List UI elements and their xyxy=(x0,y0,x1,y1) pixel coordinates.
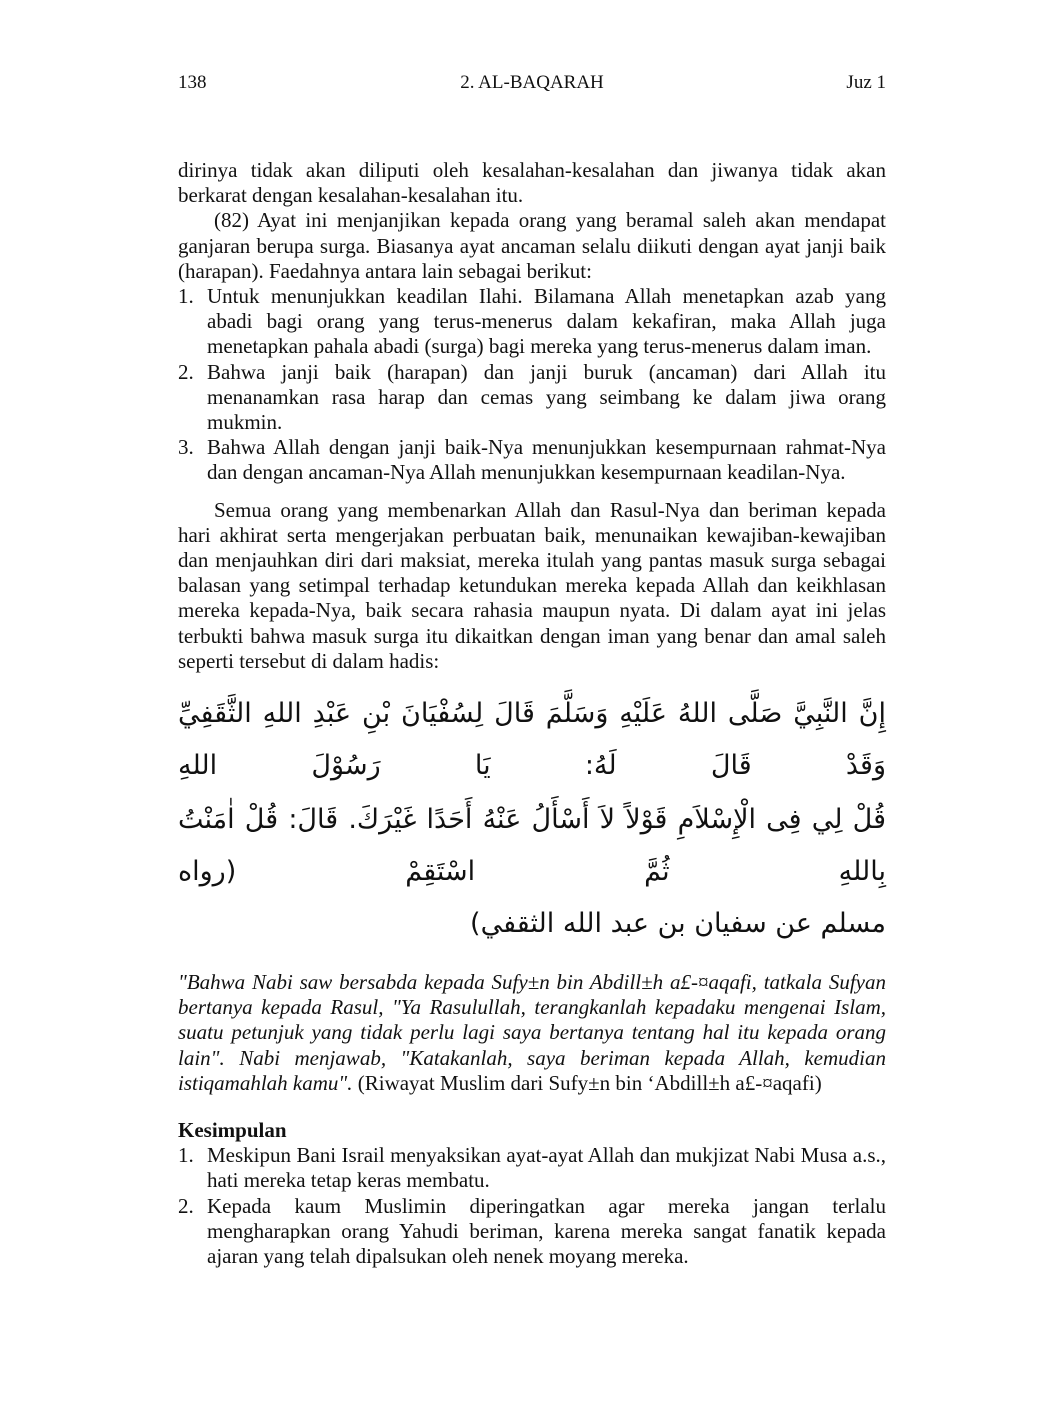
arabic-line: إِنَّ النَّبِيَّ صَلَّى اللهُ عَلَيْهِ وَسَلَّمَ قَالَ لِسُفْيَانَ بْنِ عَبْدِ اللهِ الثَّقَفِيِّ وَقَدْ قَالَ لَهُ: يَا رَسُوْلَ اللهِ xyxy=(178,698,886,782)
page-body xyxy=(178,158,886,1269)
list-number: 2. xyxy=(178,359,194,384)
conclusion-heading: Kesimpulan xyxy=(178,1118,287,1143)
juz-label: Juz 1 xyxy=(846,72,886,93)
list-number: 1. xyxy=(178,284,194,309)
arabic-line: قُلْ لِي فِى الْإِسْلاَمِ قَوْلاً لاَ أَسْأَلُ عَنْهُ أَحَدًا غَيْرَكَ. قَالَ: قُلْ اٰمَنْتُ بِاللهِ ثُمَّ اسْتَقِمْ (رواه xyxy=(178,804,886,888)
list-number: 2. xyxy=(178,1193,194,1218)
list-number: 3. xyxy=(178,435,194,460)
conclusion-list xyxy=(178,1143,886,1269)
numbered-list xyxy=(178,284,886,486)
list-item xyxy=(178,284,886,360)
paragraph: Semua orang yang membenarkan Allah dan Rasul-Nya dan beriman kepada hari akhirat serta mengerjakan perbuatan baik, menunaikan kewajiban-kewajiban dan menjauhkan diri dari maksiat, mereka itulah yang pantas masuk surga sebagai balasan yang setimpal terhadap ketundukan mereka kepada Allah dan keikhlasan mereka kepada-Nya, baik secara rahasia maupun nyata. Di dalam ayat ini jelas terbukti bahwa masuk surga itu dikaitkan dengan iman yang benar dan amal saleh seperti tersebut di dalam hadis: xyxy=(178,497,886,673)
paragraph: dirinya tidak akan diliputi oleh kesalahan-kesalahan dan jiwanya tidak akan berkarat dengan kesalahan-kesalahan itu. xyxy=(178,158,886,208)
list-text: Kepada kaum Muslimin diperingatkan agar mereka jangan terlalu mengharapkan orang Yahudi beriman, karena mereka sangat fanatik kepada ajaran yang telah dipalsukan oleh nenek moyang mereka. xyxy=(207,1193,886,1269)
translation-italic: "Bahwa Nabi saw bersabda kepada Sufy±n bin Abdill±h a£-¤aqafi, tatkala Sufyan bertanya kepada Rasul, "Ya Rasulullah, terangkanlah kepadaku mengenai Islam, suatu petunjuk yang tidak perlu lagi saya bertanya tentang hal itu kepada orang lain". Nabi menjawab, "Katakanlah, saya beriman kepada Allah, kemudian istiqamahlah kamu". xyxy=(178,970,886,1095)
list-text: Bahwa Allah dengan janji baik-Nya menunjukkan kesempurnaan rahmat-Nya dan dengan ancaman-Nya Allah menunjukkan kesempurnaan keadilan-Nya. xyxy=(207,435,886,485)
page-header xyxy=(178,72,886,98)
list-item xyxy=(178,360,886,436)
list-text: Bahwa janji baik (harapan) dan janji buruk (ancaman) dari Allah itu menanamkan rasa harap dan cemas yang seimbang ke dalam jiwa orang mukmin. xyxy=(207,359,886,435)
list-text: Meskipun Bani Israil menyaksikan ayat-ayat Allah dan mukjizat Nabi Musa a.s., hati mereka tetap keras membatu. xyxy=(207,1143,886,1193)
list-item xyxy=(178,435,886,485)
page-number: 138 xyxy=(178,72,207,93)
list-number: 1. xyxy=(178,1143,194,1168)
chapter-title: 2. AL-BAQARAH xyxy=(460,72,604,93)
list-text: Untuk menunjukkan keadilan Ilahi. Bilamana Allah menetapkan azab yang abadi bagi orang yang terus-menerus dalam kekafiran, maka Allah juga menetapkan pahala abadi (surga) bagi mereka yang terus-menerus dalam iman. xyxy=(207,284,886,359)
arabic-line: مسلم عن سفيان بن عبد الله الثقفي) xyxy=(470,908,886,940)
translation-source: (Riwayat Muslim dari Sufy±n bin ‘Abdill±h a£-¤aqafi) xyxy=(352,1070,822,1095)
hadith-translation xyxy=(178,970,886,1096)
list-item xyxy=(178,1194,886,1270)
list-item xyxy=(178,1143,886,1193)
paragraph: (82) Ayat ini menjanjikan kepada orang yang beramal saleh akan mendapat ganjaran berupa surga. Biasanya ayat ancaman selalu diikuti dengan ayat janji baik (harapan). Faedahnya antara lain sebagai berikut: xyxy=(178,208,886,283)
arabic-hadith xyxy=(178,688,886,950)
